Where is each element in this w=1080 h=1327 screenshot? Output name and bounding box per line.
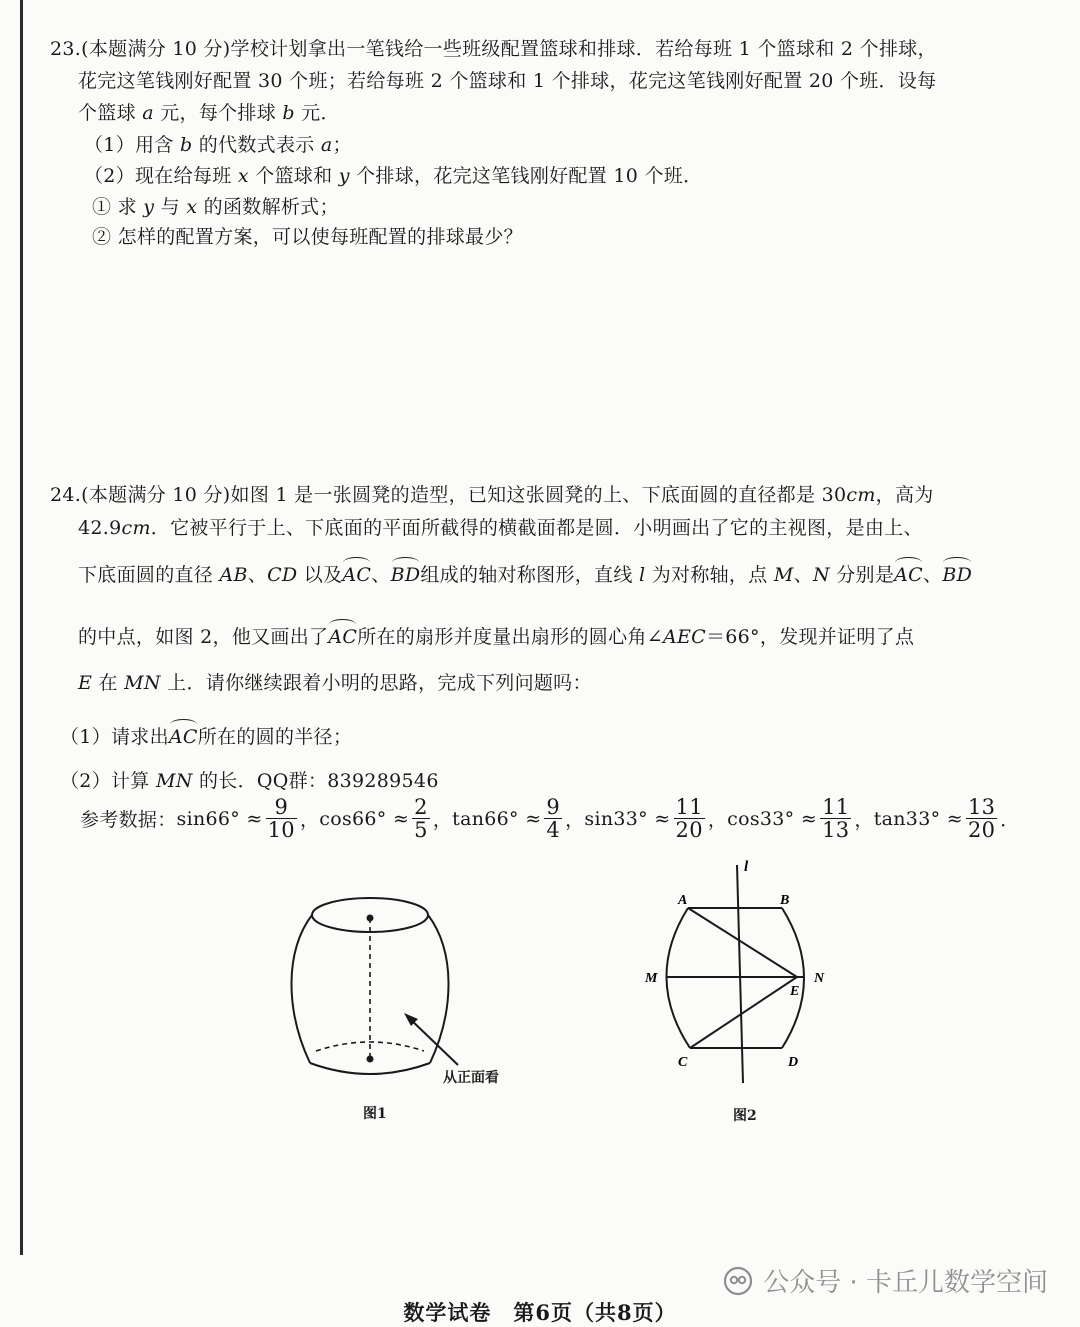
q24-text: 、 [371,564,391,586]
seg-MN: MN [124,672,161,694]
arc-BD: BD [942,564,973,586]
q24-number: 24. [50,484,82,506]
q23-text: 学校计划拿出一笔钱给一些班级配置篮球和排球．若给每班 1 个篮球和 2 个排球， [230,38,937,60]
q24-line-5 [78,668,592,695]
q23-text: ； [332,134,352,156]
pt-M: M [773,564,794,586]
q23-text: 元． [294,102,340,124]
fraction-9-10 [266,796,297,841]
q23-line-1 [50,34,937,61]
q24-part-1 [60,722,352,749]
var-a: a [320,134,333,156]
q24-part-2 [60,766,439,793]
denominator: 13 [822,818,850,843]
q24-text: 42.9 [78,517,122,539]
q24-text: 下底面圆的直径 [78,564,220,586]
fraction-2-5 [412,796,430,841]
numerator: 13 [967,795,996,819]
q24-text: 所在的圆的半径； [197,726,353,748]
q23-text: 个排球，花完这笔钱刚好配置 10 个班． [349,165,703,187]
arc-BD: BD [390,564,421,586]
top-center-dot [367,915,374,922]
q23-part-2 [84,161,702,188]
q23-text: （2）现在给每班 [84,165,238,187]
unit-cm: cm [846,484,876,506]
stool-right-side [428,915,449,1063]
q23-text: （1）用含 [84,134,180,156]
ref-label: 参考数据： [80,809,177,832]
segment-AE [688,908,797,977]
page-footer: 数学试卷 第6页（共8页） [403,1300,677,1325]
label-D: D [788,1055,799,1070]
q24-text: 分别是 [829,564,895,586]
comma: ， [707,809,728,832]
approx-sign: ≈ [392,807,410,830]
binding-margin-line [20,0,23,1255]
q23-line-2: 花完这笔钱刚好配置 30 个班；若给每班 2 个篮球和 1 个排球，花完这笔钱刚好配置 20 个班．设每 [78,70,937,92]
q23-text: 与 [154,196,187,218]
pt-E: E [78,672,93,694]
q23-score: (本题满分 10 分) [81,38,231,60]
comma: ， [854,809,874,832]
arc-AC: AC [894,564,923,586]
q23-text: 的代数式表示 [192,134,321,156]
var-l: l [639,564,646,586]
label-l: l [744,859,749,875]
q23-text: ① 求 [92,196,144,218]
q24-line-1 [50,480,934,507]
q24-text: 的长．QQ群：839289546 [192,770,439,792]
q23-text: 个篮球和 [248,165,339,187]
label-E: E [790,984,800,999]
wechat-icon [723,1266,753,1296]
q24-text: 所在的扇形并度量出扇形的圆心角∠ [357,626,663,648]
stool-left-side [291,915,312,1063]
label-M: M [645,971,658,986]
q24-score: (本题满分 10 分) [81,484,231,506]
arc-AC: AC [328,626,358,648]
q23-text: 的函数解析式； [197,196,339,218]
q24-text: 组成的轴对称图形，直线 [420,564,639,586]
q23-line-3 [78,98,340,125]
denominator: 20 [675,818,703,843]
label-B: B [780,893,790,908]
q24-text: 以及 [297,564,343,586]
q24-text: 、 [923,564,943,586]
reference-data [80,796,1020,841]
q23-text: 个篮球 [78,102,143,124]
front-view-label: 从正面看 [443,1070,499,1086]
var-x: x [186,196,198,218]
q24-text: 、 [247,564,268,586]
watermark [723,1262,1048,1299]
q24-text: ，高为 [875,484,934,506]
approx-sign: ≈ [654,807,671,830]
approx-sign: ≈ [946,807,963,830]
approx-sign: ≈ [525,807,542,830]
label-C: C [678,1055,688,1070]
q23-subpart-1 [92,192,339,219]
denominator: 5 [414,818,428,843]
q24-text: ．它被平行于上、下底面的平面所截得的横截面都是圆．小明画出了它的主视图，是由上、 [150,517,923,539]
label-N: N [814,971,825,986]
q24-text: 如图 1 是一张圆凳的造型，已知这张圆凳的上、下底面圆的直径都是 30 [230,484,847,506]
q23-subpart-2: ② 怎样的配置方案，可以使每班配置的排球最少？ [92,226,523,248]
fraction-13-20 [966,796,997,841]
q23-text: 元，每个排球 [153,102,283,124]
cos66-label: cos66° [319,807,387,830]
period: ． [1000,809,1020,832]
stool-bottom-front [310,1063,430,1074]
q24-line-3 [78,560,972,587]
q24-text: 上．请你继续跟着小明的思路，完成下列问题吗： [160,672,592,694]
var-y: y [338,165,350,187]
denominator: 20 [967,818,996,843]
watermark-text: 公众号 · 卡丘儿数学空间 [763,1268,1048,1298]
approx-sign: ≈ [800,807,818,830]
figure-2-front-view [640,855,840,1090]
seg-CD: CD [267,564,298,586]
q24-line-2 [78,513,923,540]
fraction-11-13 [820,796,851,841]
axis-line-l [737,865,743,1083]
q24-text: （2）计算 [60,770,156,792]
q24-text: 的中点，如图 2，他又画出了 [78,626,329,648]
q24-text: 在 [92,672,125,694]
var-x: x [237,165,249,187]
label-A: A [678,893,688,908]
arc-AC: AC [342,564,372,586]
arc-AC: AC [168,726,198,748]
comma: ， [299,809,320,832]
denominator: 10 [267,818,295,843]
fraction-9-4 [544,796,562,841]
var-b: b [282,102,295,124]
numerator: 9 [266,796,297,819]
sin33-label: sin33° [584,807,648,830]
fraction-11-20 [674,796,705,841]
numerator: 11 [675,795,703,819]
cos33-label: cos33° [727,807,795,830]
sin66-label: sin66° [176,807,241,830]
q24-text: （1）请求出 [60,726,169,748]
q24-text: 、 [793,564,813,586]
figure-1-stool [280,895,540,1085]
angle-AEC: AEC [662,626,706,648]
figure-2-caption: 图2 [733,1108,757,1124]
q24-text: 为对称轴，点 [645,564,774,586]
denominator: 4 [546,818,561,843]
var-a: a [142,102,154,124]
tan66-label: tan66° [452,807,519,830]
q23-part-1 [84,130,352,157]
numerator: 9 [546,795,561,819]
seg-MN: MN [155,770,193,792]
bottom-center-dot [367,1056,374,1063]
q24-line-4 [78,622,914,649]
comma: ， [432,809,453,832]
seg-AB: AB [219,564,248,586]
approx-sign: ≈ [246,807,263,830]
numerator: 2 [414,795,428,819]
tan33-label: tan33° [873,807,941,830]
numerator: 11 [822,795,850,819]
figure-1-caption: 图1 [363,1106,387,1122]
q24-text: ＝66°，发现并证明了点 [705,626,915,648]
var-b: b [179,134,193,156]
pt-N: N [812,564,830,586]
segment-CE [690,977,800,1048]
var-y: y [143,196,155,218]
q23-number: 23. [50,38,82,60]
comma: ， [565,809,585,832]
unit-cm: cm [121,517,151,539]
